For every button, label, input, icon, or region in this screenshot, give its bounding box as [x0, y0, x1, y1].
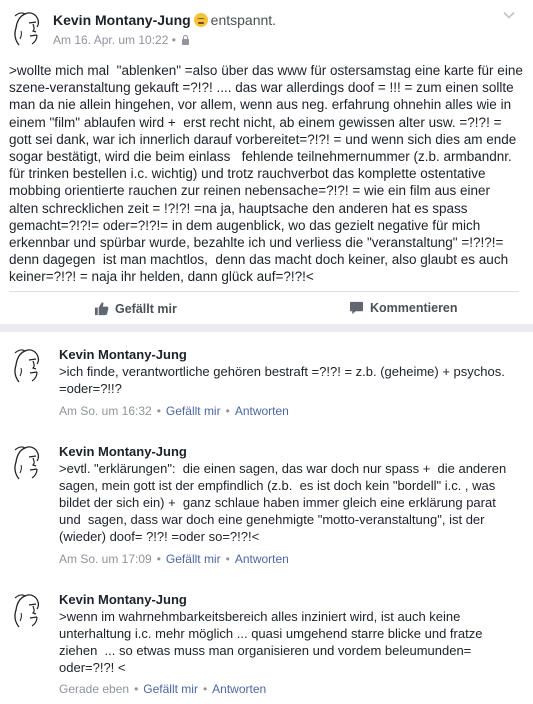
- line-drawing-face-icon: [9, 10, 45, 48]
- comment-time[interactable]: Gerade eben: [59, 682, 130, 696]
- line-drawing-face-icon: [9, 592, 45, 630]
- post-header: [53, 12, 276, 28]
- comment-meta: Gerade eben • Gefällt mir • Antworten: [59, 682, 267, 696]
- like-label: Gefällt mir: [115, 301, 177, 316]
- comment-text: >wenn im wahrnehmbarkeitsbereich alles inziniert wird, ist auch keine unterhaltung i.c. mehr möglich ... quasi umgehend starre blicke und fratze ziehen ... so etwas muss man organisieren und vordem beleumunden= oder=?!?! <: [59, 609, 487, 675]
- post-timestamp[interactable]: Am 16. Apr. um 10:22: [53, 33, 169, 47]
- commenter-avatar[interactable]: [9, 444, 45, 482]
- feeling-text: entspannt.: [210, 12, 277, 28]
- commenter-name[interactable]: Kevin Montany-Jung: [59, 592, 187, 607]
- comment-like-link[interactable]: Gefällt mir: [165, 404, 221, 418]
- comment-like-link[interactable]: Gefällt mir: [165, 552, 221, 566]
- author-avatar[interactable]: [9, 10, 45, 48]
- commenter-avatar[interactable]: [9, 592, 45, 630]
- comment-meta: Am So. um 17:09 • Gefällt mir • Antworten: [59, 552, 289, 566]
- comment-text: >evtl. "erklärungen": die einen sagen, das war doch nur spass + die anderen sagen, mein gott ist der empfindlich (z.b. es ist doch kein "bordell" i.c. , was bildet der sich ein) + ganz schlaue haben immer gleich eine erklärung parat und sagen, dass war doch eine genehmigte "motto-veranstaltung", ist der (wieder) doof= ?!?! =oder so=?!?!<: [59, 461, 510, 544]
- comment-reply-link[interactable]: Antworten: [234, 552, 289, 566]
- relieved-face-emoji-icon: [194, 13, 208, 27]
- comment-reply-link[interactable]: Antworten: [234, 404, 289, 418]
- lock-icon: [182, 39, 189, 45]
- comment-item: [0, 347, 533, 421]
- comment-item: [0, 444, 533, 568]
- line-drawing-face-icon: [9, 347, 45, 385]
- comment-meta: Am So. um 16:32 • Gefällt mir • Antworten: [59, 404, 289, 418]
- comment-text: >ich finde, verantwortliche gehören bestraft =?!?! = z.b. (geheime) + psychos. =oder=?!!?: [59, 364, 509, 396]
- commenter-name[interactable]: Kevin Montany-Jung: [59, 444, 187, 459]
- comment-time[interactable]: Am So. um 17:09: [59, 552, 152, 566]
- chevron-down-icon: [503, 9, 515, 21]
- commenter-name[interactable]: Kevin Montany-Jung: [59, 347, 187, 362]
- comment-time[interactable]: Am So. um 16:32: [59, 404, 152, 418]
- thumbs-up-icon: [94, 301, 109, 316]
- comment-like-link[interactable]: Gefällt mir: [143, 682, 198, 696]
- post-menu-button[interactable]: [503, 9, 515, 21]
- comment-button[interactable]: [349, 301, 458, 315]
- like-button[interactable]: [94, 301, 177, 316]
- post-meta: [53, 33, 189, 47]
- author-name[interactable]: Kevin Montany-Jung: [53, 12, 191, 28]
- line-drawing-face-icon: [9, 444, 45, 482]
- post-text: >wollte mich mal "ablenken" =also über das www für ostersamstag eine karte für eine szene-veranstaltung gekauft =?!?! .... das war allerdings doof = !!! = zum einen sollte man da nie allein hingehen, vor allem, wenn aus neg. erfahrung ohnehin alles wie in einem "film" ablaufen wird + erst recht nicht, ab einem gewissen alter usw. =?!?! = gott sei dank, war ich innerlich darauf vorbereitet=?!?! = und wenn sich dies am ende sogar bestätigt, wird die beim einlass fehlende teilnehmernummer (z.b. armbandnr. für trinken bestellen i.c. wichtig) und trotz rauchverbot das komplette ostentative mobbing orientierte rauchen zur reinen nebensache=?!?! = wie ein film aus einer alten schrecklichen zeit = !?!?! =na ja, hauptsache den anderen hat es spass gemacht=?!?!= oder=?!?!= in dem augenblick, wo das gezielt negative für mich erkennbar und spürbar wurde, bezahlte ich und verliess die "veranstaltung" =!?!?!= denn dagegen ist man machtlos, denn das macht doch keiner, also glaubt es auch keiner=?!?! = naja ihr helden, dann glück auf=?!?!<: [9, 63, 527, 285]
- comment-reply-link[interactable]: Antworten: [212, 682, 267, 696]
- post-actions-bar: [0, 292, 533, 328]
- commenter-avatar[interactable]: [9, 347, 45, 385]
- comment-item: [0, 592, 533, 700]
- post-card: [0, 0, 533, 324]
- meta-separator: •: [171, 33, 176, 47]
- speech-bubble-icon: [349, 301, 364, 315]
- comment-label: Kommentieren: [370, 301, 458, 315]
- section-divider: [0, 324, 533, 332]
